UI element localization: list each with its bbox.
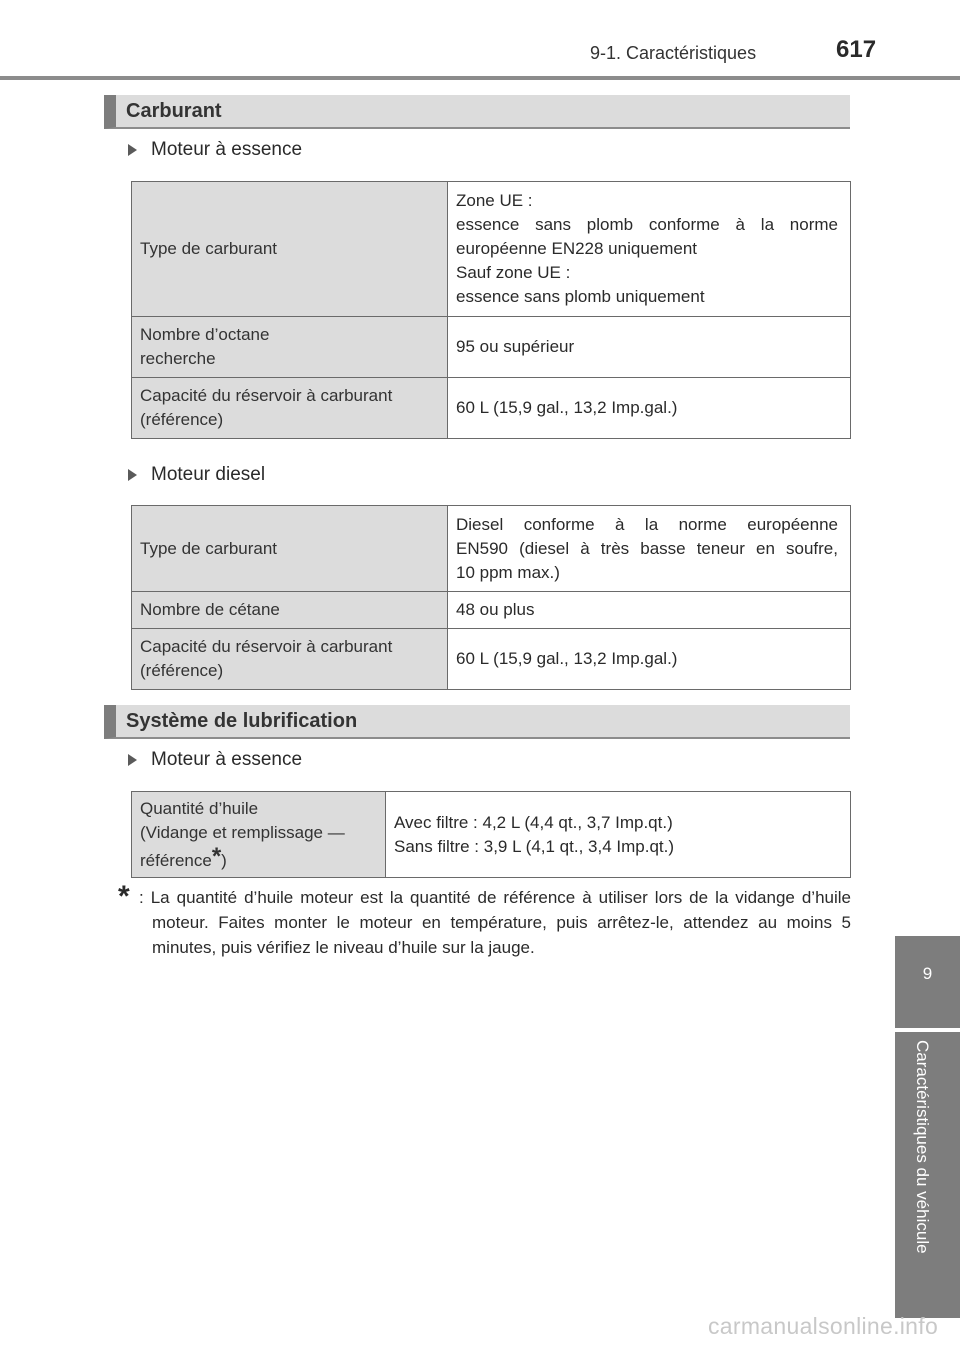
arrow-right-icon: [128, 754, 137, 766]
petrol-fuel-table: [131, 181, 851, 439]
fuel-section-title: Carburant: [126, 100, 222, 122]
row-label: Capacité du réservoir à carburant (référence): [132, 629, 448, 690]
table-row: [132, 378, 851, 439]
footnote: [118, 880, 851, 960]
page-number: 617: [836, 36, 877, 63]
row-value: 60 L (15,9 gal., 13,2 Imp.gal.): [448, 378, 851, 439]
table-row: [132, 592, 851, 629]
table-row: [132, 317, 851, 378]
watermark: carmanualsonline.info: [708, 1313, 939, 1339]
petrol-fuel-subheading: [128, 139, 302, 161]
oil-capacity-table: [131, 791, 851, 878]
footnote-marker: *: [211, 842, 222, 870]
fuel-section-header: [104, 95, 850, 129]
table-row: [132, 629, 851, 690]
diesel-fuel-table: [131, 505, 851, 690]
chapter-label: Caractéristiques du véhicule: [913, 1040, 932, 1254]
row-value: Zone UE : essence sans plomb conforme à la norme européenne EN228 uniquement Sauf zone UE : essence sans plomb uniquement: [448, 182, 851, 317]
row-value: 48 ou plus: [448, 592, 851, 629]
arrow-right-icon: [128, 469, 137, 481]
row-label: Capacité du réservoir à carburant (référence): [132, 378, 448, 439]
footnote-marker: *: [118, 880, 130, 913]
lubrication-petrol-subheading: [128, 749, 302, 771]
petrol-fuel-subheading-text: Moteur à essence: [151, 139, 303, 160]
header-divider: [0, 76, 960, 80]
row-label: Quantité d’huile (Vidange et remplissage — référence*): [132, 792, 386, 878]
footnote-text: : La quantité d’huile moteur est la quantité de référence à utiliser lors de la vidange d’huile moteur. Faites monter le moteur en température, puis arrêtez-le, attendez au moins 5 minutes, puis vérifiez le niveau d’huile sur la jauge.: [139, 888, 851, 957]
section-title: 9-1. Caractéristiques: [590, 43, 757, 63]
row-value: 60 L (15,9 gal., 13,2 Imp.gal.): [448, 629, 851, 690]
chapter-number: 9: [922, 964, 933, 983]
row-label: Nombre d’octane recherche: [132, 317, 448, 378]
table-row: [132, 792, 851, 878]
lubrication-section-header: [104, 705, 850, 739]
row-label: Nombre de cétane: [132, 592, 448, 629]
diesel-fuel-subheading: [128, 464, 265, 486]
row-value: Diesel conforme à la norme européenne EN590 (diesel à très basse teneur en soufre, 10 ppm max.): [448, 506, 851, 592]
table-row: [132, 182, 851, 317]
row-value: 95 ou supérieur: [448, 317, 851, 378]
diesel-fuel-subheading-text: Moteur diesel: [151, 464, 266, 485]
table-row: [132, 506, 851, 592]
row-value: Avec filtre : 4,2 L (4,4 qt., 3,7 Imp.qt.) Sans filtre : 3,9 L (4,1 qt., 3,4 Imp.qt.): [386, 792, 851, 878]
lubrication-section-title: Système de lubrification: [126, 710, 358, 732]
arrow-right-icon: [128, 144, 137, 156]
row-label: Type de carburant: [132, 182, 448, 317]
row-label: Type de carburant: [132, 506, 448, 592]
lubrication-petrol-subheading-text: Moteur à essence: [151, 749, 303, 770]
